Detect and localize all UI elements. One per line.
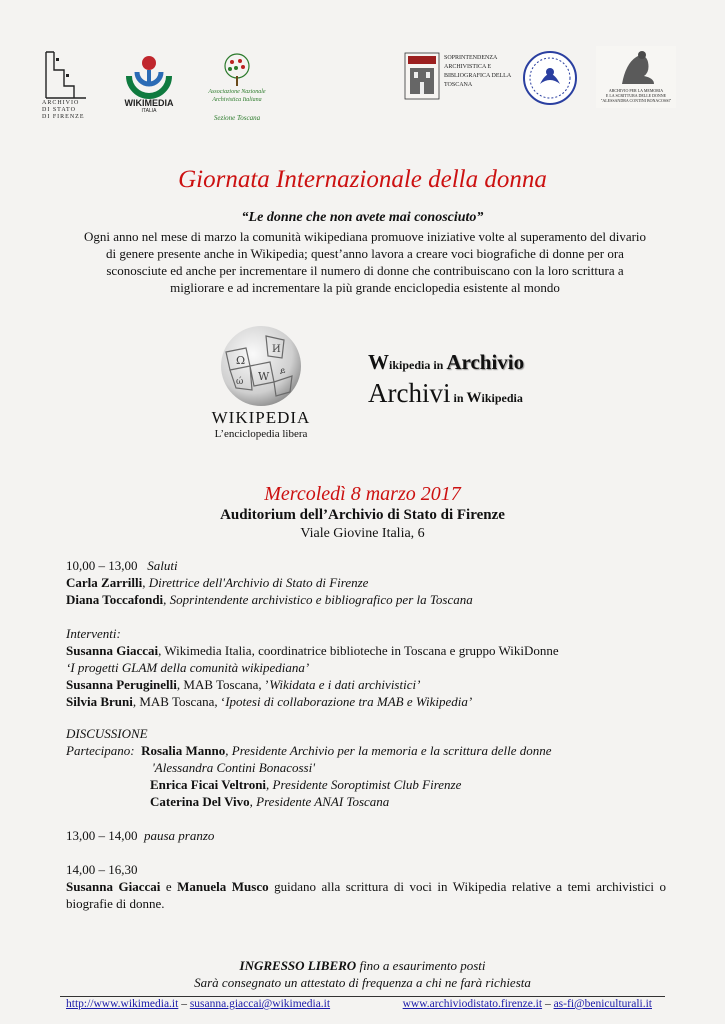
wikimedia-name: WIKIMEDIA — [124, 98, 174, 108]
wikimedia-italia-logo — [116, 50, 182, 120]
speaker-name: Carla Zarrilli — [66, 575, 143, 590]
footer-notes — [0, 957, 725, 991]
wikipedia-tagline: L’enciclopedia libera — [214, 428, 308, 440]
archivio-di-stato-logo — [42, 50, 94, 120]
event-date: Mercoledì 8 marzo 2017 — [264, 483, 461, 505]
intro-paragraph — [66, 228, 664, 296]
archivio-line-1: ARCHIVIO — [42, 100, 80, 106]
soroptimist-seal-icon — [522, 50, 578, 106]
wikipedia-wordmark: WIKIPEDIA — [211, 408, 311, 427]
intro-line: Ogni anno nel mese di marzo la comunità wikipediana promuove iniziative volte al superamento del divario — [83, 229, 647, 244]
attestato-line: Sarà consegnato un attestato di frequenza a chi ne farà richiesta — [194, 975, 531, 990]
speaker-name: Silvia Bruni — [66, 694, 133, 709]
memoria-line-1: ARCHIVIO PER LA MEMORIA — [608, 88, 664, 93]
coat-of-arms-icon — [404, 52, 440, 100]
session-pausa — [66, 827, 666, 844]
soprintendenza-logo — [404, 52, 514, 102]
archivio-memoria-logo — [596, 46, 676, 108]
archivio-links: www.archiviodistato.firenze.it – as-fi@beniculturali.it — [402, 998, 652, 1010]
participant-name: Caterina Del Vivo — [150, 794, 250, 809]
talk-title: ‘I progetti GLAM della comunità wikipediana’ — [66, 660, 310, 675]
participant-role: , Presidente Archivio per la memoria e la scrittura delle donne — [225, 743, 552, 758]
anai-line-2: Archivistica Italiana — [212, 97, 262, 103]
session-interventi — [66, 625, 666, 710]
svg-text:Ω: Ω — [236, 354, 246, 367]
memoria-line-2: E LA SCRITTURA DELLE DONNE — [605, 93, 667, 98]
footer-links: http://www.wikimedia.it – susanna.giaccai@wikimedia.it www.archiviodistato.firenze.it – as-fi@beniculturali.it — [66, 998, 652, 1010]
speaker-name: Susanna Giaccai — [66, 643, 159, 658]
statue-icon — [596, 46, 676, 88]
archivio-emblem-icon — [42, 50, 88, 100]
session-time: 13,00 – 14,00 — [66, 828, 138, 843]
speaker-name: Susanna Giaccai — [66, 879, 161, 894]
ingresso-libero: INGRESSO LIBERO — [239, 958, 357, 973]
speaker-role: , MAB Toscana, ‘ — [132, 694, 226, 709]
session-laboratorio: 14,00 – 16,30 Susanna Giaccai e Manuela Musco guidano alla scrittura di voci in Wikipedia relative a temi archivistici o biografie di donne. — [66, 862, 666, 911]
archivio-website-link[interactable]: www.archiviodistato.firenze.it — [402, 998, 543, 1010]
svg-text:ይ: ይ — [280, 367, 286, 377]
event-venue: Auditorium dell’Archivio di Stato di Firenze — [220, 507, 505, 523]
soroptimist-logo — [522, 50, 578, 106]
session-discussione — [66, 725, 666, 810]
intro-line: di genere presente anche in Wikipedia; quest’anno lavora a creare voci biografiche di donne per ora — [106, 246, 624, 261]
speaker-name: Susanna Peruginelli — [66, 677, 177, 692]
participant-role: , Presidente Soroptimist Club Firenze — [266, 777, 462, 792]
wikipedia-logo — [206, 322, 316, 444]
session-time: 10,00 – 13,00 — [66, 558, 138, 573]
archivio-line-2: DI STATO — [42, 107, 76, 113]
anai-logo — [202, 52, 272, 124]
speaker-name: Diana Toccafondi — [66, 592, 164, 607]
svg-text:W: W — [258, 370, 270, 383]
speaker-role: Direttrice dell'Archivio di Stato di Firenze — [148, 575, 369, 590]
participant-role: , Presidente ANAI Toscana — [249, 794, 390, 809]
page-title: Giornata Internazionale della donna — [178, 166, 547, 193]
event-subtitle: “Le donne che non avete mai conosciuto” — [241, 210, 484, 225]
wikimedia-icon — [116, 50, 182, 100]
wikimedia-link[interactable]: http://www.wikimedia.it — [66, 998, 179, 1010]
soprintendenza-line-4: TOSCANA — [444, 82, 473, 88]
session-time: 14,00 – 16,30 — [66, 862, 138, 877]
session-description: guidano alla scrittura di voci in Wikipedia relative a temi archivistici o biografie di donne. — [66, 879, 666, 911]
speaker-role: Soprintendente archivistico e bibliografico per la Toscana — [169, 592, 473, 607]
session-saluti: 10,00 – 13,00 Saluti Carla Zarrilli, Direttrice dell'Archivio di Stato di Firenze Diana Toccafondi, Soprintendente archivistico e bibliografico per la Toscana — [66, 558, 473, 607]
archivio-line-3: DI FIRENZE — [42, 114, 85, 120]
wikipedia-globe-icon — [206, 322, 316, 408]
soprintendenza-line-1: SOPRINTENDENZA — [444, 55, 498, 61]
speaker-name: Manuela Musco — [177, 879, 269, 894]
session-label: Saluti — [147, 558, 178, 573]
speaker-role: , Wikimedia Italia, coordinatrice biblioteche in Toscana e gruppo WikiDonne — [158, 643, 559, 658]
memoria-line-3: "ALESSANDRA CONTINI BONACOSSI" — [600, 98, 672, 103]
discussione-heading: DISCUSSIONE — [66, 726, 148, 741]
svg-text:И: И — [272, 344, 281, 355]
intro-line: sconosciute ed anche per incrementare il numero di donne che contribuiscano con la loro scrittura a — [106, 263, 624, 278]
wikimedia-sub: ITALIA — [141, 108, 157, 114]
talk-title: Ipotesi di collaborazione tra MAB e Wikipedia’ — [225, 694, 473, 709]
motto — [368, 348, 524, 412]
tree-icon — [202, 52, 272, 88]
partecipano-label: Partecipano: — [66, 743, 135, 758]
archivio-email-link[interactable]: as-fi@beniculturali.it — [553, 998, 652, 1010]
event-address: Viale Giovine Italia, 6 — [300, 526, 425, 541]
anai-section: Sezione Toscana — [213, 114, 261, 122]
soprintendenza-line-3: BIBLIOGRAFICA DELLA — [444, 73, 512, 79]
intro-line: migliorare e ad incrementare la più grande enciclopedia esistente al mondo — [170, 280, 560, 295]
participant-name: Enrica Ficai Veltroni — [150, 777, 267, 792]
interventi-heading: Interventi: — [66, 626, 121, 641]
motto-line-1: Wikipedia in Archivio — [368, 350, 525, 374]
soprintendenza-line-2: ARCHIVISTICA E — [444, 64, 492, 70]
ingresso-line: INGRESSO LIBERO fino a esaurimento posti — [239, 958, 486, 973]
session-label: pausa pranzo — [144, 828, 215, 843]
participant-name: Rosalia Manno — [141, 743, 226, 758]
motto-line-2: Archivi in Wikipedia — [368, 378, 523, 408]
anai-line-1: Associazione Nazionale — [208, 89, 266, 95]
speaker-role: , MAB Toscana, ’ — [176, 677, 270, 692]
giaccai-email-link[interactable]: susanna.giaccai@wikimedia.it — [189, 998, 331, 1010]
footer-divider — [60, 996, 665, 997]
talk-title: Wikidata e i dati archivistici’ — [269, 677, 421, 692]
svg-text:ώ: ώ — [236, 377, 244, 387]
participant-role-cont: 'Alessandra Contini Bonacossi' — [152, 760, 316, 775]
